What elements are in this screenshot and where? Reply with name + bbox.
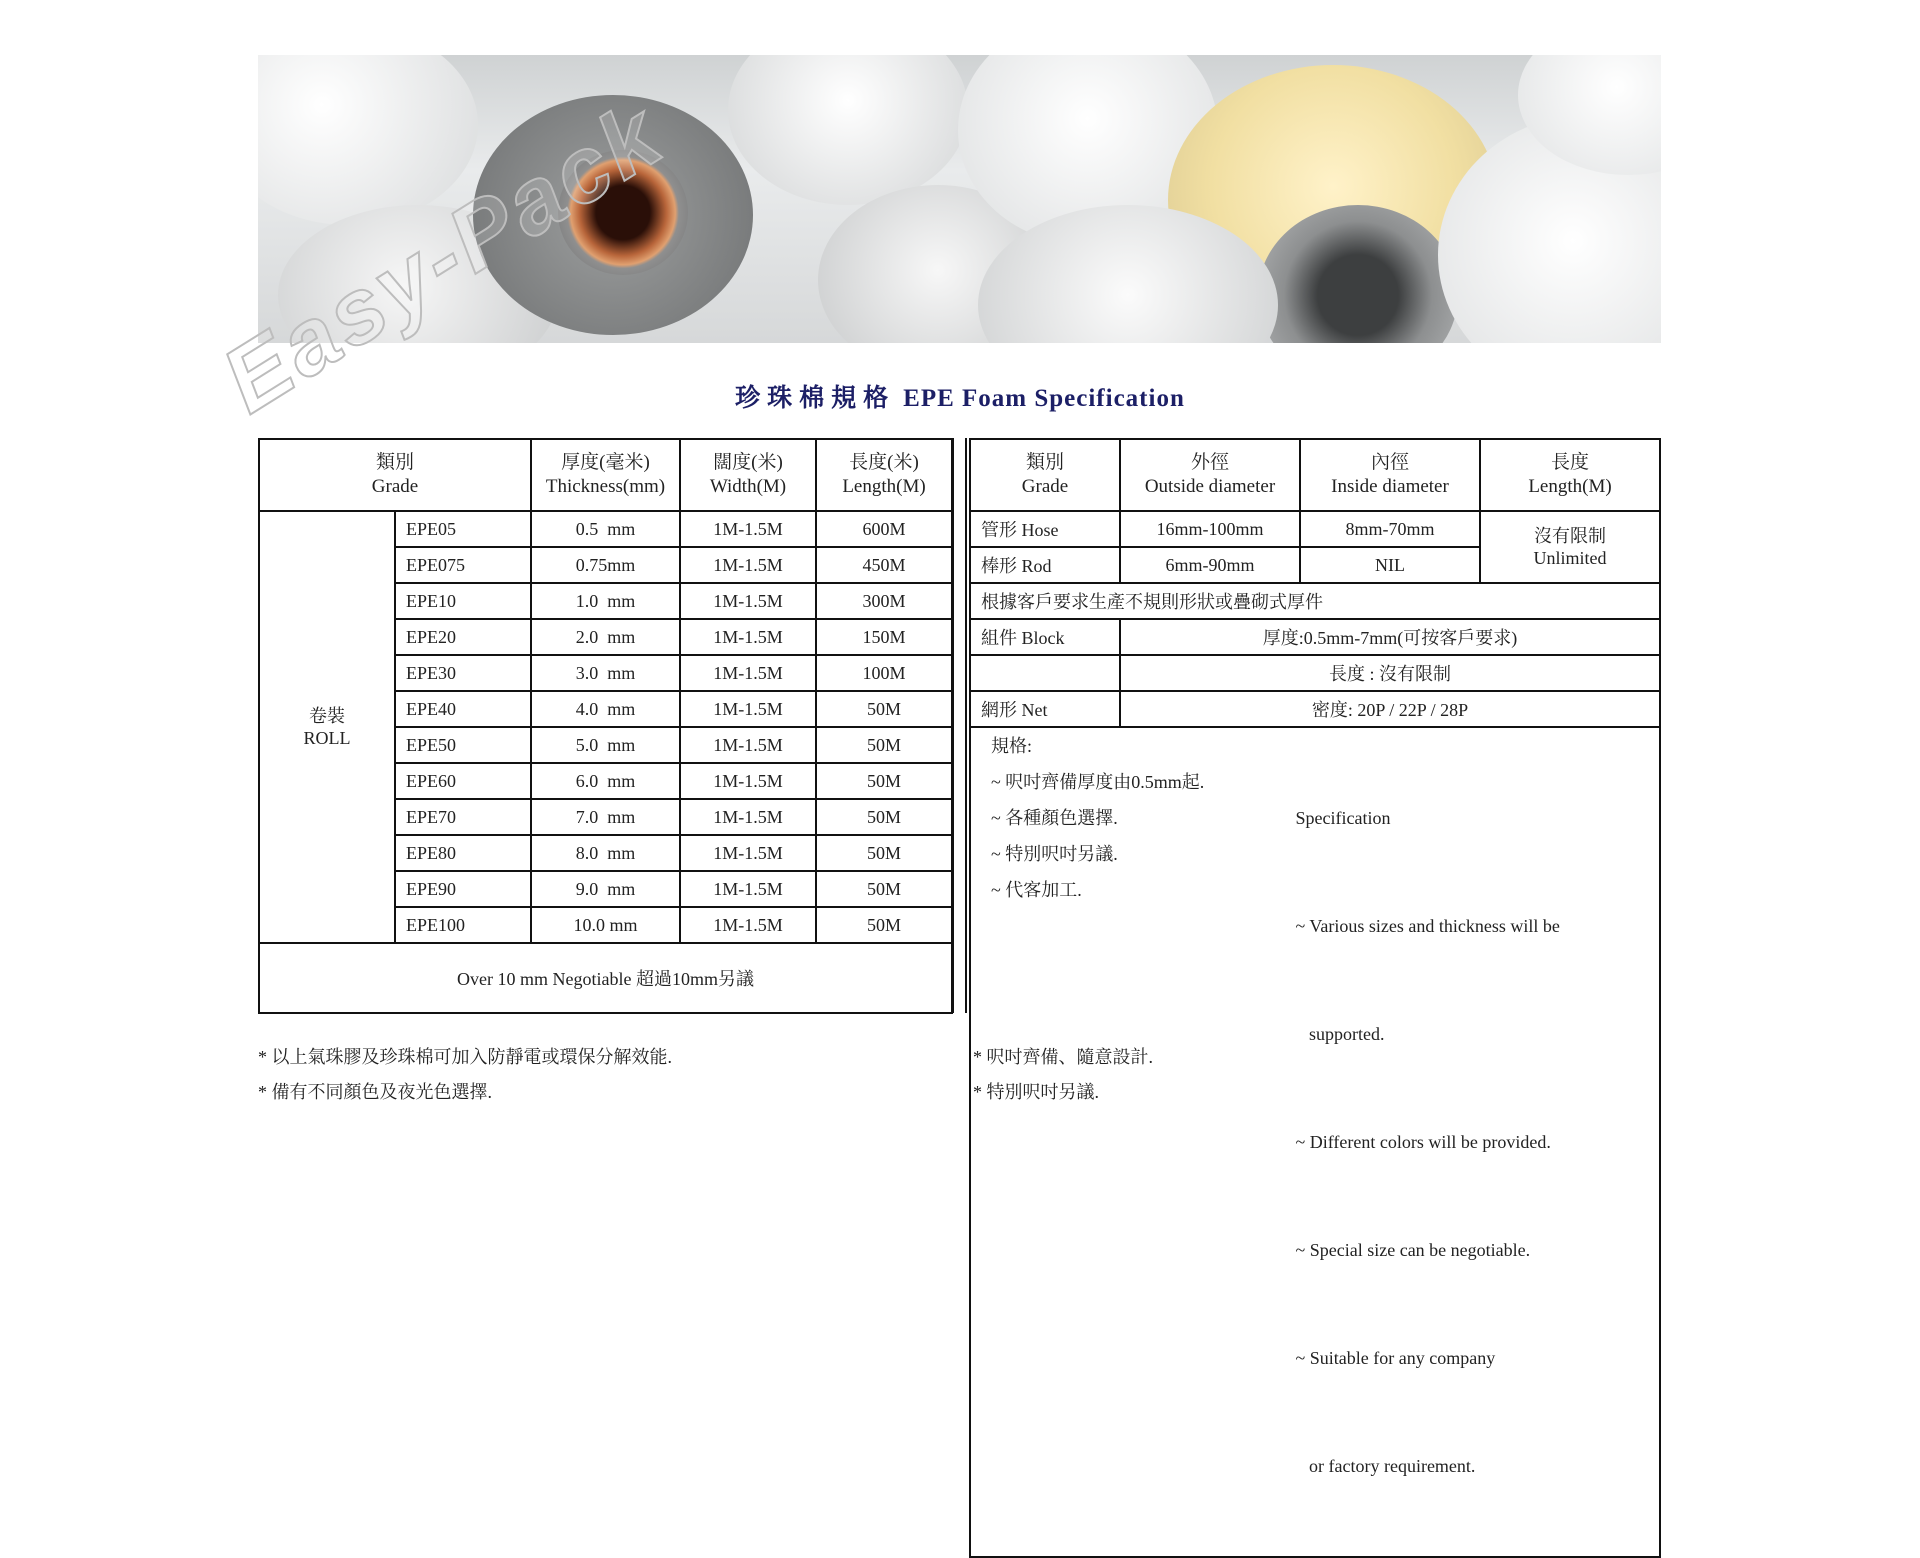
- length-cell: 150M: [816, 619, 952, 655]
- roll-spec-table: [258, 438, 953, 1014]
- table-row: [259, 511, 952, 547]
- block-thickness-cell: 厚度:0.5mm-7mm(可按客戶要求): [1120, 619, 1660, 655]
- spec-en-line: ~ Different colors will be provided.: [1295, 1132, 1551, 1152]
- outside-diameter-cell: 16mm-100mm: [1120, 511, 1300, 547]
- spec-zh-list: [991, 728, 1291, 908]
- thickness-cell: 1.0 mm: [531, 583, 680, 619]
- spec-en-list: [1296, 728, 1646, 1556]
- thickness-cell: 7.0 mm: [531, 799, 680, 835]
- outside-diameter-cell: 6mm-90mm: [1120, 547, 1300, 583]
- grade-cell: EPE075: [395, 547, 531, 583]
- spec-en-line: ~ Special size can be negotiable.: [1295, 1240, 1531, 1260]
- width-cell: 1M-1.5M: [680, 511, 816, 547]
- width-cell: 1M-1.5M: [680, 691, 816, 727]
- grade-cell: EPE30: [395, 655, 531, 691]
- spec-zh-line: ~ 各種顏色選擇.: [991, 808, 1118, 828]
- spec-en-line: supported.: [1295, 1024, 1385, 1044]
- grade-cell: EPE20: [395, 619, 531, 655]
- custom-note-row: [970, 583, 1660, 619]
- footnote: * 呎吋齊備、隨意設計.: [973, 1047, 1153, 1067]
- title-en: EPE Foam Specification: [903, 385, 1185, 412]
- header-grade: 類別 Grade: [259, 439, 531, 511]
- table-footer-row: [259, 943, 952, 1013]
- footnote: * 以上氣珠膠及珍珠棉可加入防靜電或環保分解效能.: [258, 1047, 672, 1067]
- title-zh: 珍珠棉規格: [735, 385, 896, 412]
- spec-zh-line: ~ 呎吋齊備厚度由0.5mm起.: [991, 772, 1205, 792]
- width-cell: 1M-1.5M: [680, 583, 816, 619]
- length-cell: 600M: [816, 511, 952, 547]
- grade-cell: EPE40: [395, 691, 531, 727]
- spec-en-line: ~ Suitable for any company: [1295, 1348, 1496, 1368]
- net-density-cell: 密度: 20P / 22P / 28P: [1120, 691, 1660, 727]
- header-length: 長度(米) Length(M): [816, 439, 952, 511]
- footnote: * 備有不同顏色及夜光色選擇.: [258, 1082, 492, 1102]
- width-cell: 1M-1.5M: [680, 727, 816, 763]
- width-cell: 1M-1.5M: [680, 871, 816, 907]
- width-cell: 1M-1.5M: [680, 619, 816, 655]
- grade-cell: EPE10: [395, 583, 531, 619]
- thickness-cell: 4.0 mm: [531, 691, 680, 727]
- grade-cell: EPE60: [395, 763, 531, 799]
- length-cell: 50M: [816, 799, 952, 835]
- spec-zh-line: ~ 代客加工.: [991, 880, 1082, 900]
- length-cell: 50M: [816, 691, 952, 727]
- grade-cell: EPE05: [395, 511, 531, 547]
- spec-en-line: Specification: [1295, 808, 1391, 828]
- spec-zh-line: 規格:: [991, 736, 1033, 756]
- grade-cell: 組件 Block: [970, 619, 1120, 655]
- width-cell: 1M-1.5M: [680, 799, 816, 835]
- block-row: [970, 619, 1660, 655]
- block-length-row: [970, 655, 1660, 691]
- header-inside-diameter: 內徑 Inside diameter: [1300, 439, 1480, 511]
- spec-row: [970, 727, 1660, 1557]
- grade-cell: EPE80: [395, 835, 531, 871]
- length-cell: 100M: [816, 655, 952, 691]
- grade-cell: EPE90: [395, 871, 531, 907]
- negotiable-note: Over 10 mm Negotiable 超過10mm另議: [259, 943, 952, 1013]
- page-title: [0, 378, 1920, 414]
- thickness-cell: 2.0 mm: [531, 619, 680, 655]
- width-cell: 1M-1.5M: [680, 835, 816, 871]
- length-cell: 50M: [816, 727, 952, 763]
- length-unlimited-cell: 沒有限制 Unlimited: [1480, 511, 1660, 583]
- grade-cell: EPE50: [395, 727, 531, 763]
- footnote: * 特別呎吋另議.: [973, 1082, 1099, 1102]
- roll-group-cell: 卷裝 ROLL: [259, 511, 395, 943]
- width-cell: 1M-1.5M: [680, 547, 816, 583]
- spec-cell: [970, 727, 1660, 1557]
- length-cell: 50M: [816, 763, 952, 799]
- spec-en-line: or factory requirement.: [1295, 1456, 1476, 1476]
- header-outside-diameter: 外徑 Outside diameter: [1120, 439, 1300, 511]
- grade-cell: EPE70: [395, 799, 531, 835]
- thickness-cell: 8.0 mm: [531, 835, 680, 871]
- shape-spec-table: [969, 438, 1661, 1558]
- thickness-cell: 0.5 mm: [531, 511, 680, 547]
- header-grade: 類別 Grade: [970, 439, 1120, 511]
- thickness-cell: 6.0 mm: [531, 763, 680, 799]
- width-cell: 1M-1.5M: [680, 655, 816, 691]
- length-cell: 50M: [816, 835, 952, 871]
- spec-en-line: ~ Various sizes and thickness will be: [1295, 916, 1560, 936]
- inside-diameter-cell: 8mm-70mm: [1300, 511, 1480, 547]
- width-cell: 1M-1.5M: [680, 763, 816, 799]
- length-cell: 50M: [816, 907, 952, 943]
- thickness-cell: 0.75mm: [531, 547, 680, 583]
- table-header-row: [970, 439, 1660, 511]
- spec-zh-line: ~ 特別呎吋另議.: [991, 844, 1118, 864]
- inside-diameter-cell: NIL: [1300, 547, 1480, 583]
- width-cell: 1M-1.5M: [680, 907, 816, 943]
- thickness-cell: 3.0 mm: [531, 655, 680, 691]
- empty-cell: [970, 655, 1120, 691]
- grade-cell: 管形 Hose: [970, 511, 1120, 547]
- header-length: 長度 Length(M): [1480, 439, 1660, 511]
- table-divider: [952, 438, 967, 1013]
- thickness-cell: 5.0 mm: [531, 727, 680, 763]
- custom-shape-note: 根據客戶要求生產不規則形狀或疊砌式厚件: [970, 583, 1660, 619]
- length-cell: 300M: [816, 583, 952, 619]
- grade-cell: 網形 Net: [970, 691, 1120, 727]
- table-header-row: [259, 439, 952, 511]
- thickness-cell: 10.0 mm: [531, 907, 680, 943]
- grade-cell: 棒形 Rod: [970, 547, 1120, 583]
- hose-row: [970, 511, 1660, 547]
- block-length-cell: 長度 : 沒有限制: [1120, 655, 1660, 691]
- length-cell: 450M: [816, 547, 952, 583]
- thickness-cell: 9.0 mm: [531, 871, 680, 907]
- header-width: 闊度(米) Width(M): [680, 439, 816, 511]
- grade-cell: EPE100: [395, 907, 531, 943]
- length-cell: 50M: [816, 871, 952, 907]
- net-row: [970, 691, 1660, 727]
- header-thickness: 厚度(毫米) Thickness(mm): [531, 439, 680, 511]
- hero-foam-photo: [258, 55, 1661, 343]
